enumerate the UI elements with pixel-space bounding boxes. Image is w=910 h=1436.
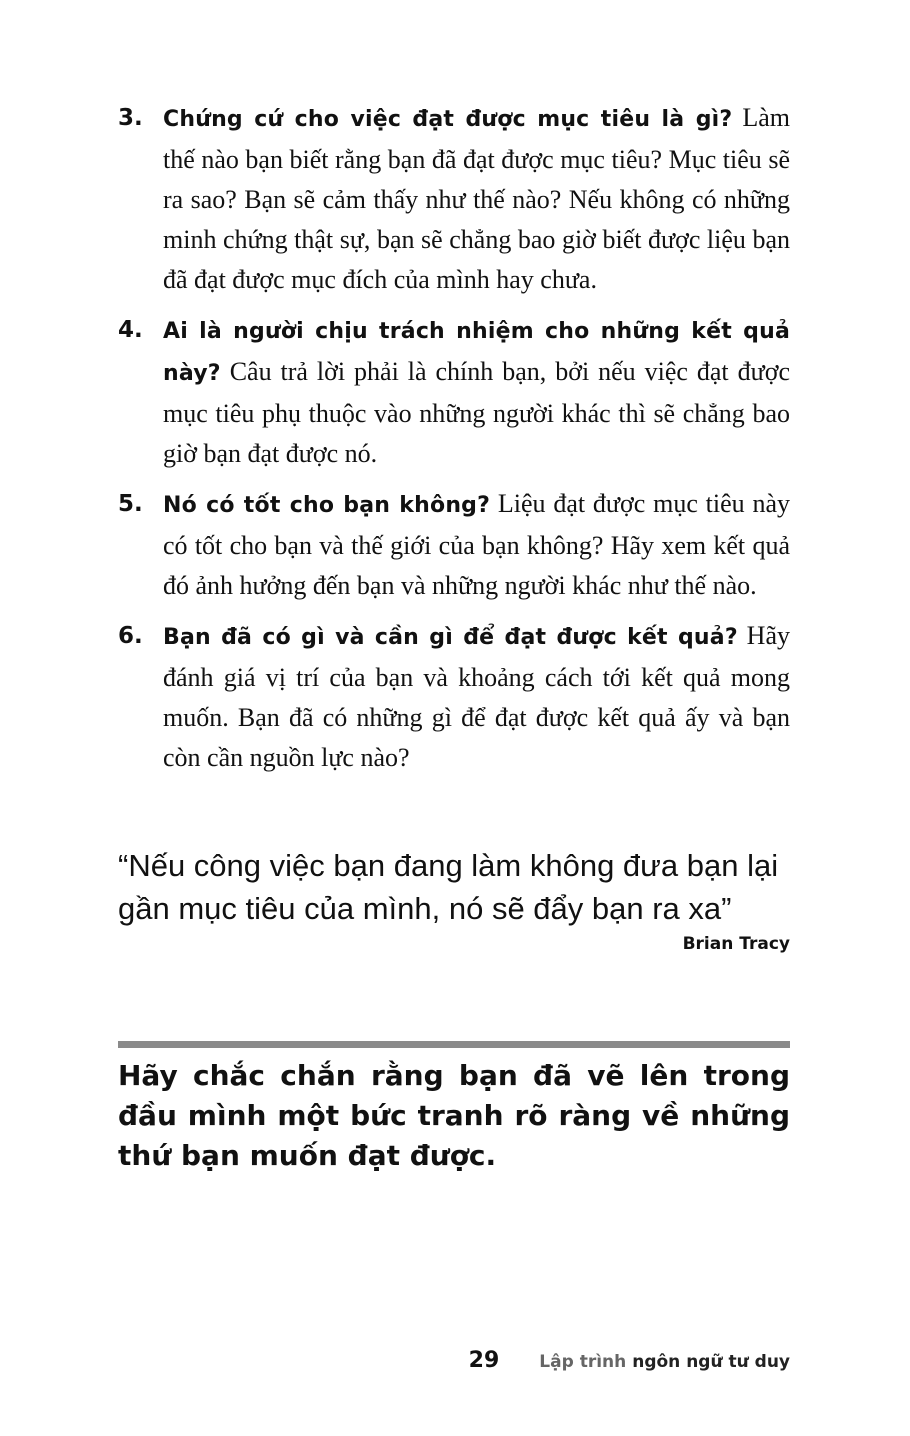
item-question: Chứng cứ cho việc đạt được mục tiêu là gì? (163, 107, 733, 132)
list-item (118, 484, 790, 606)
list-item (118, 616, 790, 778)
item-question: Bạn đã có gì và cần gì để đạt được kết quả? (163, 625, 738, 650)
item-question: Nó có tốt cho bạn không? (163, 493, 491, 518)
item-number: 6. (118, 623, 143, 649)
book-title-part2: ngôn ngữ tư duy (632, 1352, 790, 1372)
list-item (118, 310, 790, 474)
item-text (163, 98, 790, 300)
numbered-list (118, 98, 790, 788)
page-footer (469, 1348, 790, 1373)
divider (118, 1041, 790, 1048)
quote-author: Brian Tracy (682, 934, 790, 954)
item-text (163, 310, 790, 474)
item-answer: Câu trả lời phải là chính bạn, bởi nếu việc đạt được mục tiêu phụ thuộc vào những người khác thì sẽ chẳng bao giờ bạn đạt được nó. (163, 357, 790, 468)
item-text (163, 484, 790, 606)
item-question: Ai là người chịu trách nhiệm cho những kết quả này? (163, 319, 790, 386)
item-number: 5. (118, 491, 143, 517)
item-text (163, 616, 790, 778)
item-answer: Làm thế nào bạn biết rằng bạn đã đạt được mục tiêu? Mục tiêu sẽ ra sao? Bạn sẽ cảm thấy như thế nào? Nếu không có những minh chứng thật sự, bạn sẽ chẳng bao giờ biết được liệu bạn đã đạt được mục đích của mình hay chưa. (163, 103, 790, 294)
item-number: 4. (118, 317, 143, 343)
item-answer: Liệu đạt được mục tiêu này có tốt cho bạn và thế giới của bạn không? Hãy xem kết quả đó ảnh hưởng đến bạn và những người khác như thế nào. (163, 489, 790, 600)
item-number: 3. (118, 105, 143, 131)
tip-text: Hãy chắc chắn rằng bạn đã vẽ lên trong đầu mình một bức tranh rõ ràng về những thứ bạn muốn đạt được. (118, 1059, 790, 1172)
quote-text: “Nếu công việc bạn đang làm không đưa bạn lại gần mục tiêu của mình, nó sẽ đẩy bạn ra xa” (118, 848, 779, 926)
list-item (118, 98, 790, 300)
page-number: 29 (468, 1348, 500, 1373)
book-title-part1: Lập trình (539, 1352, 627, 1372)
item-answer: Hãy đánh giá vị trí của bạn và khoảng cách tới kết quả mong muốn. Bạn đã có những gì để đạt được kết quả ấy và bạn còn cần nguồn lực nào? (163, 621, 790, 772)
